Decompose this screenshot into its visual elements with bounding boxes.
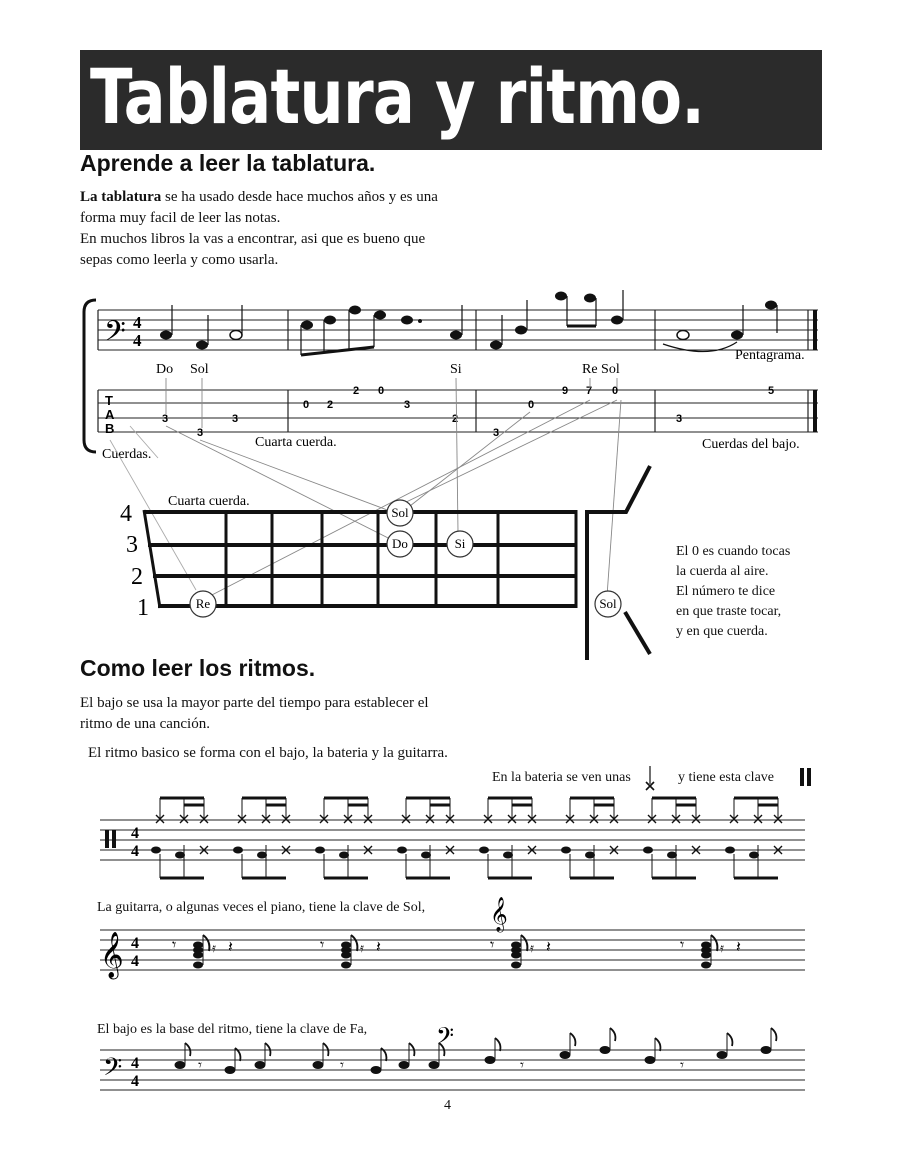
quarter-rest-icon: 𝄽: [546, 939, 551, 956]
tab-num: 0: [528, 399, 535, 411]
chord-note: [701, 952, 711, 959]
sixteenth-rest-icon: 𝄿: [530, 940, 534, 955]
tab-num: 9: [562, 385, 569, 397]
tab-num: 0: [378, 385, 385, 397]
bass-notes: [175, 1028, 777, 1074]
eighth-rest-icon: 𝄾: [490, 937, 495, 954]
quarter-rest-icon: 𝄽: [228, 939, 233, 956]
chord-note: [511, 952, 521, 959]
tab-letter-a: A: [105, 407, 115, 422]
bass-note-flag: [771, 1028, 776, 1041]
label-si: Si: [450, 362, 462, 377]
bass-clef-icon: 𝄢: [436, 1022, 455, 1055]
staff-time-bottom: 4: [133, 331, 142, 350]
drum-hits: [151, 798, 782, 878]
snare-hit: [585, 852, 595, 859]
chord-flag: [711, 935, 717, 951]
explanation-line: y en que cuerda.: [676, 624, 768, 639]
chord-note: [341, 952, 351, 959]
bass-clef-icon: 𝄢: [104, 315, 126, 355]
bass-note: [645, 1056, 656, 1064]
bass-time-bottom: 4: [131, 1073, 139, 1090]
kick-hit: [725, 847, 735, 854]
tab-num: 3: [404, 399, 411, 411]
rest-icon: 𝄾: [340, 1058, 344, 1074]
bass-note: [560, 1051, 571, 1059]
snare-hit: [339, 852, 349, 859]
eighth-rest-icon: 𝄾: [680, 937, 685, 954]
tab-num: 3: [162, 413, 169, 425]
bass-note: [717, 1051, 728, 1059]
eighth-rest-icon: 𝄾: [172, 937, 177, 954]
kick-hit: [233, 847, 243, 854]
bass-note: [485, 1056, 496, 1064]
kick-hit: [643, 847, 653, 854]
marker-sol-open-label: Sol: [599, 596, 617, 611]
string-number-1: 1: [137, 595, 149, 621]
bass-note: [761, 1046, 772, 1054]
label-cuerdas: Cuerdas.: [102, 447, 152, 462]
bass-note: [399, 1061, 410, 1069]
drum-clef-icon: [105, 830, 116, 848]
sixteenth-rest-icon: 𝄿: [212, 940, 216, 955]
drums-label-b: y tiene esta clave: [678, 770, 775, 785]
section-heading-tablatura: Aprende a leer la tablatura.: [80, 150, 376, 176]
bass-note: [600, 1046, 611, 1054]
rest-icon: 𝄾: [520, 1058, 524, 1074]
intro-line-2: forma muy facil de leer las notas.: [80, 210, 281, 226]
eighth-rest-icon: 𝄾: [320, 937, 325, 954]
rest-icon: 𝄾: [198, 1058, 202, 1074]
marker-do-label: Do: [392, 536, 408, 551]
snare-hit: [257, 852, 267, 859]
bass-note-flag: [655, 1038, 660, 1051]
explanation-line: la cuerda al aire.: [676, 564, 769, 579]
label-cuerdas-del-bajo: Cuerdas del bajo.: [702, 437, 800, 452]
bass-rhythm-clef-icon: 𝄢: [103, 1053, 123, 1088]
marker-re-label: Re: [195, 596, 211, 611]
chord-note: [701, 962, 711, 969]
snare-hit: [421, 852, 431, 859]
guitar-treble-clef-icon: 𝄞: [100, 932, 124, 978]
tab-num: 5: [768, 385, 775, 397]
kick-hit: [315, 847, 325, 854]
sixteenth-rest-icon: 𝄿: [720, 940, 724, 955]
chord-note: [193, 962, 203, 969]
explanation-line: El número te dice: [676, 584, 776, 599]
tab-num: 3: [197, 427, 204, 439]
label-pentagrama: Pentagrama.: [735, 348, 805, 363]
kick-hit: [151, 847, 161, 854]
tab-num: 2: [452, 413, 459, 425]
tab-letter-t: T: [105, 393, 113, 408]
chord-flag: [203, 935, 209, 951]
marker-si-label: Si: [454, 536, 466, 551]
intro-line-1: se ha usado desde hace muchos años y es una: [161, 189, 438, 205]
kick-hit: [561, 847, 571, 854]
bass-note-flag: [610, 1028, 615, 1041]
drums-label-a: En la bateria se ven unas: [492, 770, 631, 785]
snare-hit: [749, 852, 759, 859]
marker-sol-label: Sol: [391, 505, 409, 520]
section-heading-ritmos: Como leer los ritmos.: [80, 655, 316, 681]
guitar-time-top: 4: [131, 935, 139, 952]
bass-note: [371, 1066, 382, 1074]
string-number-2: 2: [131, 564, 143, 590]
basic-rhythm-text: El ritmo basico se forma con el bajo, la bateria y la guitarra.: [88, 745, 448, 761]
tab-num: 0: [303, 399, 310, 411]
tab-num: 7: [586, 385, 593, 397]
chord-flag: [351, 935, 357, 951]
chord-flag: [521, 935, 527, 951]
page-title: Tablatura y ritmo.: [90, 52, 705, 141]
guitar-label: La guitarra, o algunas veces el piano, tiene la clave de Sol,: [97, 900, 426, 915]
kick-hit: [397, 847, 407, 854]
bass-time-top: 4: [131, 1055, 139, 1072]
snare-hit: [175, 852, 185, 859]
snare-hit: [667, 852, 677, 859]
tab-num: 2: [327, 399, 334, 411]
chord-note: [193, 952, 203, 959]
intro-bold: La tablatura: [80, 189, 162, 205]
label-re-sol: Re Sol: [582, 362, 620, 377]
tab-num: 3: [493, 427, 500, 439]
drum-time-bottom: 4: [131, 843, 139, 860]
bass-note: [255, 1061, 266, 1069]
bass-rhythm-staff-lines: [100, 1050, 805, 1090]
chord-note: [511, 962, 521, 969]
tab-num: 3: [232, 413, 239, 425]
label-do: Do: [156, 362, 174, 377]
bass-note-flag: [727, 1033, 732, 1046]
tab-letter-b: B: [105, 421, 115, 436]
kick-hit: [479, 847, 489, 854]
page-number: 4: [444, 1098, 451, 1113]
bass-note-flag: [570, 1033, 575, 1046]
chord-note: [341, 962, 351, 969]
explanation-line: El 0 es cuando tocas: [676, 544, 791, 559]
drum-time-top: 4: [131, 825, 139, 842]
bass-label: El bajo es la base del ritmo, tiene la clave de Fa,: [97, 1022, 368, 1037]
snare-hit: [503, 852, 513, 859]
bass-note-flag: [495, 1038, 500, 1051]
quarter-rest-icon: 𝄽: [376, 939, 381, 956]
rhythm-intro-line-1: El bajo se usa la mayor parte del tiempo para establecer el: [80, 695, 429, 711]
guitar-time-bottom: 4: [131, 953, 139, 970]
intro-line-4: sepas como leerla y como usarla.: [80, 252, 279, 268]
explanation-line: en que traste tocar,: [676, 604, 782, 619]
tab-num: 2: [353, 385, 360, 397]
bass-note: [429, 1061, 440, 1069]
bass-note: [175, 1061, 186, 1069]
percussion-clef-icon: [800, 768, 811, 786]
string-number-4: 4: [120, 501, 132, 527]
rest-icon: 𝄾: [680, 1058, 684, 1074]
rhythm-intro-line-2: ritmo de una canción.: [80, 716, 210, 732]
intro-line-3: En muchos libros la vas a encontrar, asi que es bueno que: [80, 231, 426, 247]
guitar-staff-lines: [100, 930, 805, 970]
tab-num: 3: [676, 413, 683, 425]
bass-note: [225, 1066, 236, 1074]
treble-clef-icon: 𝄞: [490, 897, 508, 932]
label-cuarta-cuerda: Cuarta cuerda.: [255, 435, 337, 450]
sixteenth-rest-icon: 𝄿: [360, 940, 364, 955]
fretboard-label-cuarta-cuerda: Cuarta cuerda.: [168, 494, 250, 509]
bass-note: [313, 1061, 324, 1069]
tab-num: 0: [612, 385, 619, 397]
string-number-3: 3: [126, 532, 138, 558]
staff-time-top: 4: [133, 313, 142, 332]
x-note-icon: [646, 766, 654, 790]
label-sol: Sol: [190, 362, 209, 377]
quarter-rest-icon: 𝄽: [736, 939, 741, 956]
